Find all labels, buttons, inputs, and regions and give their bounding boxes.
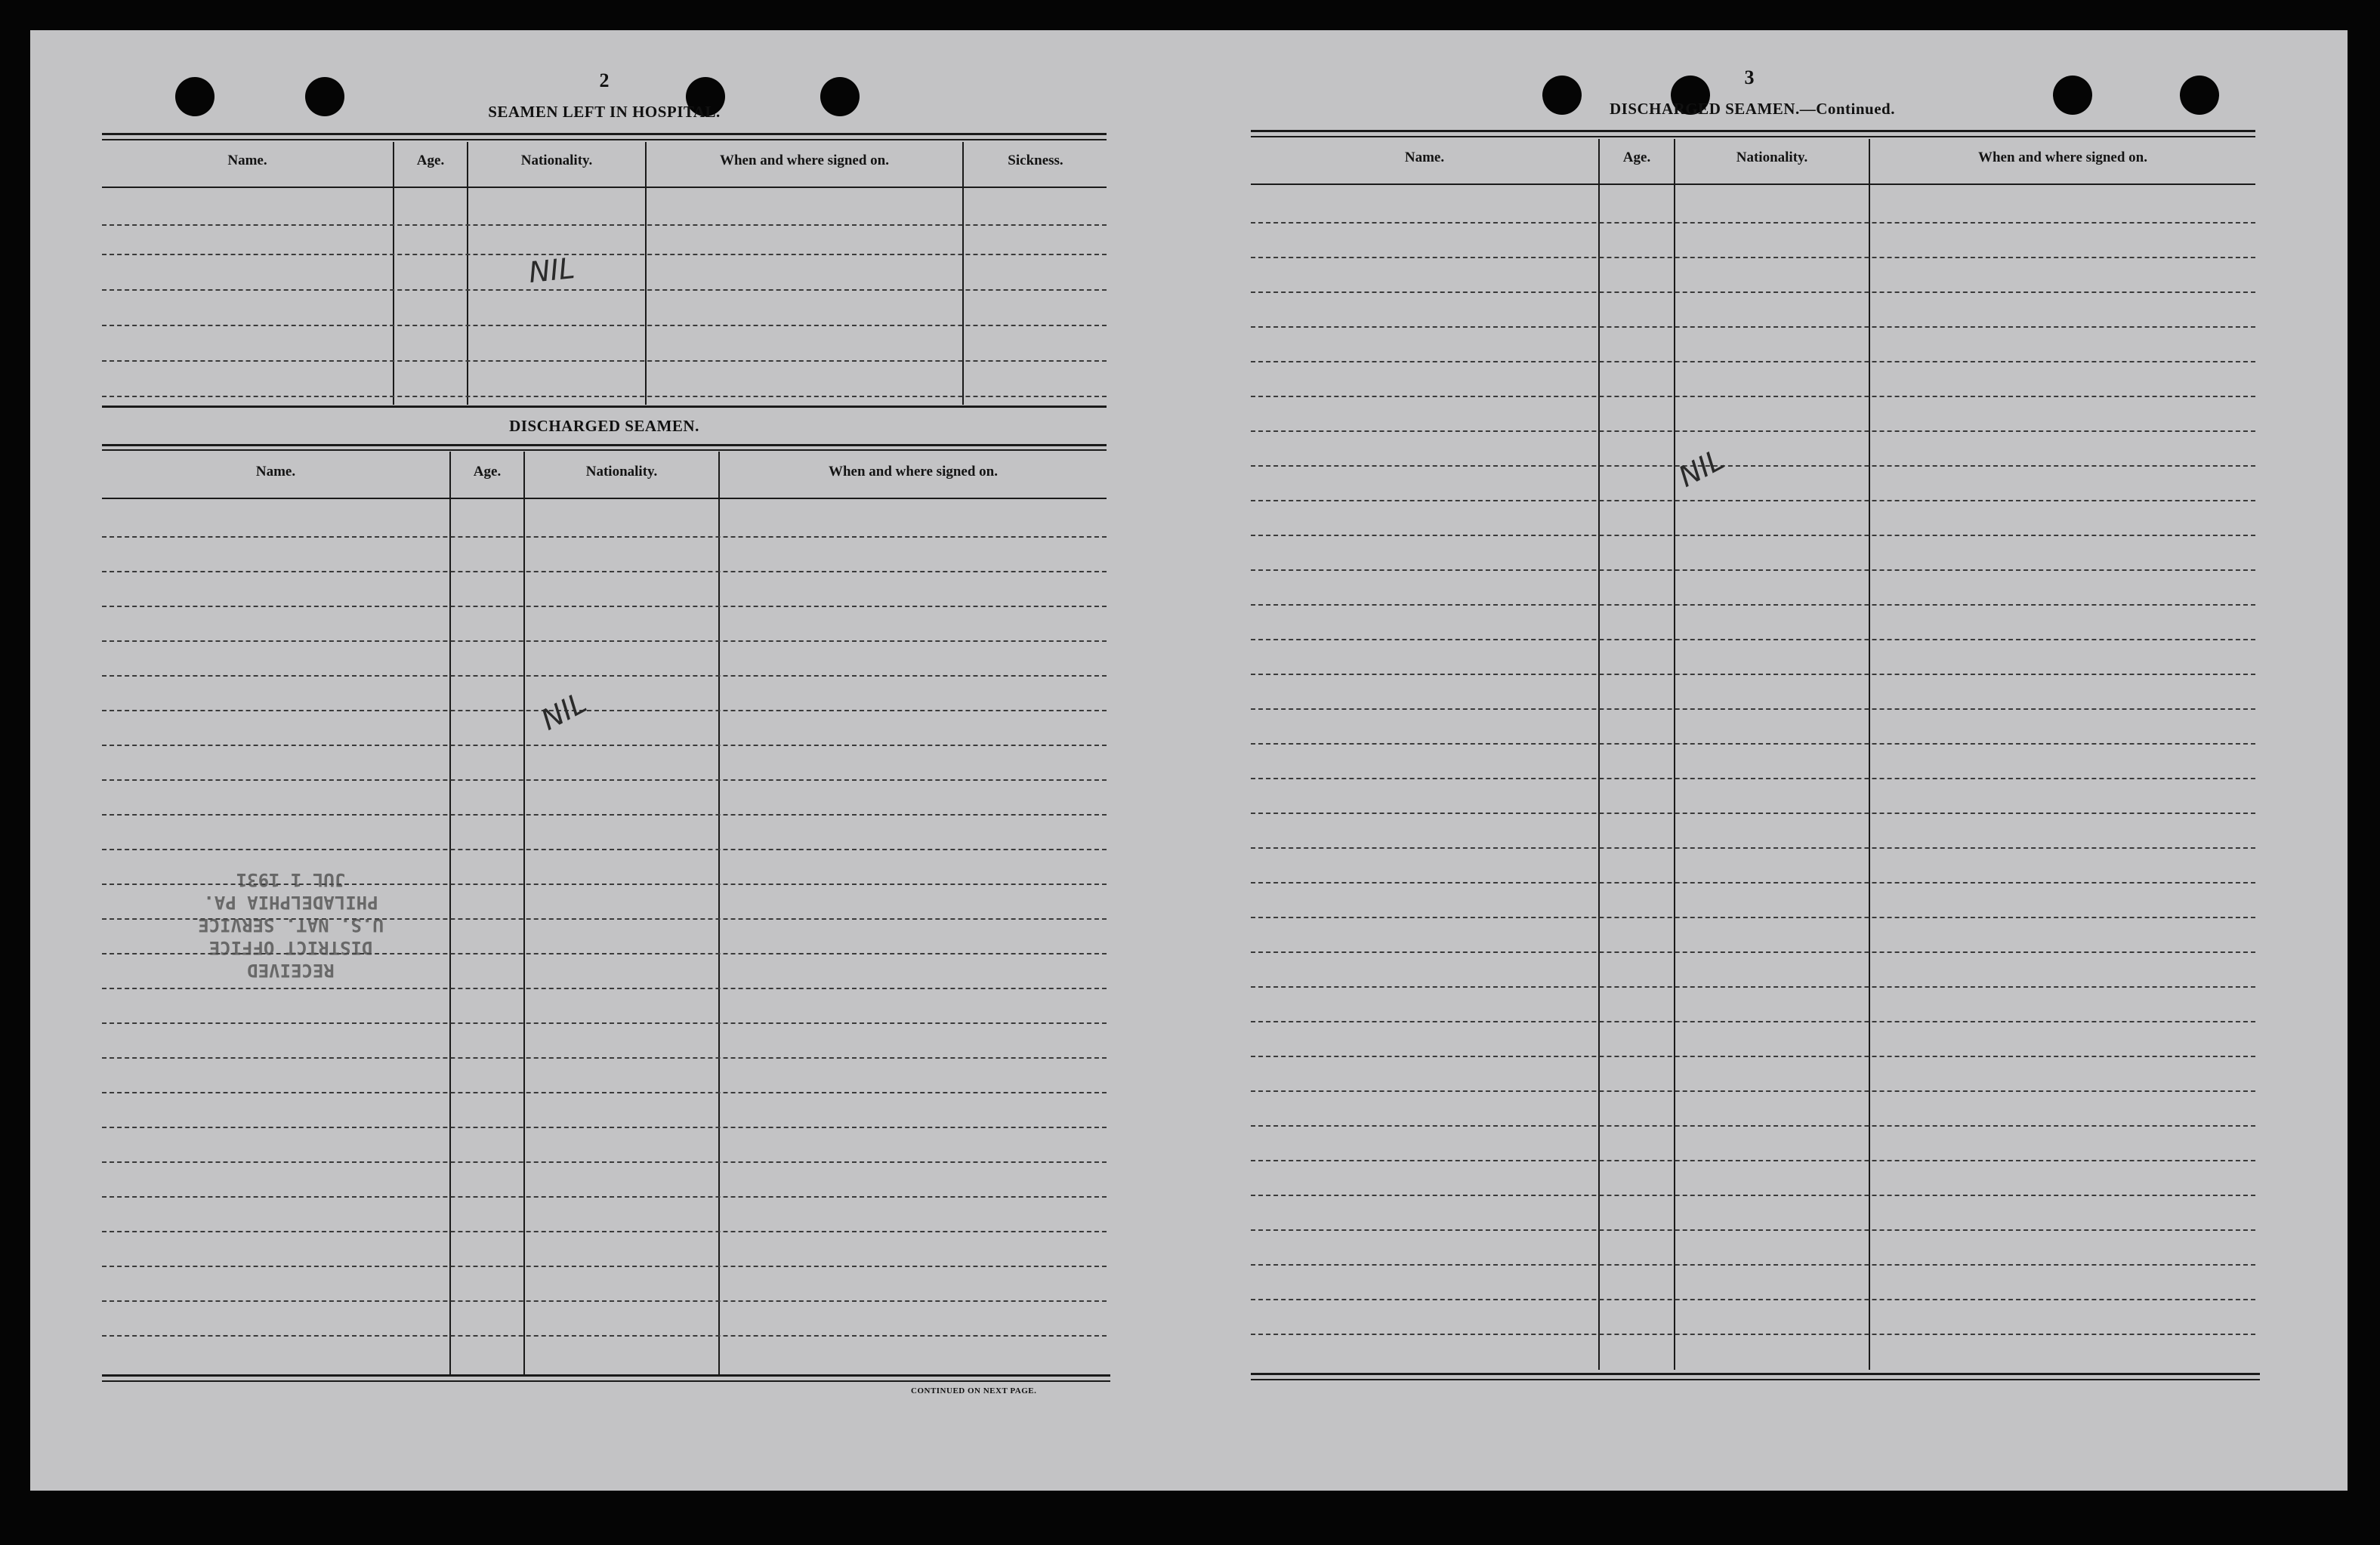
punch-hole	[820, 77, 860, 116]
entry-row	[102, 1161, 1107, 1163]
entry-row	[1251, 396, 2255, 397]
top-rule-left	[102, 133, 1107, 135]
discharged-continued-title: DISCHARGED SEAMEN.—Continued.	[1610, 100, 1895, 118]
entry-row	[1251, 1056, 2255, 1057]
column-header-signed-on: When and where signed on.	[1977, 150, 2147, 165]
entry-row	[1251, 257, 2255, 258]
entry-row	[1251, 882, 2255, 884]
stamp-line: JUL 1 1931	[236, 869, 346, 890]
punch-hole	[305, 77, 344, 116]
entry-row	[1251, 847, 2255, 849]
column-header-nationality: Nationality.	[585, 464, 658, 480]
column-divider	[449, 452, 451, 1374]
column-divider	[1869, 139, 1870, 1370]
entry-row	[1251, 291, 2255, 293]
entry-row	[1251, 1125, 2255, 1127]
entry-row	[102, 1300, 1107, 1302]
entry-row	[102, 710, 1107, 711]
column-header-sickness: Sickness.	[1008, 153, 1063, 168]
entry-row	[1251, 500, 2255, 501]
punch-hole	[2053, 76, 2092, 115]
stamp-line: DISTRICT OFFICE	[208, 937, 373, 958]
entry-row	[102, 1057, 1107, 1059]
column-header-age: Age.	[416, 153, 445, 168]
entry-row	[102, 325, 1107, 326]
entry-row	[1251, 1090, 2255, 1092]
entry-row	[1251, 222, 2255, 224]
entry-row	[1251, 569, 2255, 571]
column-header-age: Age.	[473, 464, 502, 480]
stamp-line: PHILADELPHIA PA.	[203, 892, 378, 913]
entry-row	[1251, 708, 2255, 710]
entry-row	[1251, 778, 2255, 779]
entry-row	[102, 571, 1107, 572]
page-number-right: 3	[1744, 66, 1755, 88]
entry-row	[102, 360, 1107, 362]
entry-row	[1251, 604, 2255, 606]
hospital-section-title: SEAMEN LEFT IN HOSPITAL.	[488, 103, 721, 121]
header-underline	[1251, 183, 2255, 185]
bottom-rule-left-2	[102, 1380, 1110, 1382]
entry-row	[1251, 917, 2255, 918]
received-stamp	[155, 868, 427, 982]
column-header-signed-on: When and where signed on.	[828, 464, 998, 480]
column-header-age: Age.	[1622, 150, 1651, 165]
entry-row	[1251, 639, 2255, 640]
page-number-left: 2	[599, 69, 610, 91]
column-divider	[1674, 139, 1675, 1370]
bottom-rule-right	[1251, 1373, 2260, 1375]
entry-row	[1251, 1229, 2255, 1231]
entry-row	[102, 396, 1107, 397]
entry-row	[102, 1266, 1107, 1267]
stamp-line: RECEIVED	[247, 960, 335, 981]
entry-row	[1251, 465, 2255, 467]
entry-row	[1251, 326, 2255, 328]
stamp-line: U.S. NAT. SERVICE	[198, 914, 384, 936]
entry-row	[102, 289, 1107, 291]
entry-row	[102, 606, 1107, 607]
entry-row	[102, 1335, 1107, 1337]
handwritten-nil-right: NIL	[1673, 443, 1730, 494]
entry-row	[102, 254, 1107, 255]
entry-row	[1251, 951, 2255, 953]
punch-hole	[2180, 76, 2219, 115]
entry-row	[1251, 1195, 2255, 1196]
entry-row	[102, 675, 1107, 677]
bottom-rule-right-2	[1251, 1379, 2260, 1380]
entry-row	[1251, 1160, 2255, 1161]
column-header-nationality: Nationality.	[520, 153, 593, 168]
entry-row	[102, 1092, 1107, 1093]
entry-row	[102, 1127, 1107, 1128]
header-underline	[102, 187, 1107, 188]
column-header-name: Name.	[1404, 150, 1445, 165]
column-header-name: Name.	[255, 464, 296, 480]
entry-row	[1251, 743, 2255, 745]
column-divider	[393, 142, 394, 405]
section-rule	[102, 406, 1107, 408]
entry-row	[102, 536, 1107, 538]
column-divider	[718, 452, 720, 1374]
entry-row	[1251, 813, 2255, 814]
entry-row	[1251, 674, 2255, 675]
entry-row	[102, 988, 1107, 989]
column-divider	[467, 142, 468, 405]
ledger-sheet	[30, 30, 2348, 1491]
top-rule-right	[1251, 130, 2255, 132]
section-rule-2	[102, 444, 1107, 446]
top-rule-left-2	[102, 139, 1107, 140]
column-divider	[1598, 139, 1600, 1370]
entry-row	[1251, 1264, 2255, 1266]
entry-row	[102, 224, 1107, 226]
continued-footer: CONTINUED ON NEXT PAGE.	[911, 1386, 1037, 1395]
entry-row	[102, 849, 1107, 850]
column-divider	[962, 142, 964, 405]
discharged-section-title: DISCHARGED SEAMEN.	[509, 417, 699, 435]
entry-row	[102, 1231, 1107, 1232]
entry-row	[1251, 1021, 2255, 1022]
column-header-nationality: Nationality.	[1736, 150, 1808, 165]
entry-row	[1251, 986, 2255, 988]
handwritten-nil-discharged: NIL	[536, 686, 592, 737]
entry-row	[1251, 430, 2255, 432]
header-underline	[102, 498, 1107, 499]
entry-row	[1251, 1334, 2255, 1335]
column-divider	[645, 142, 647, 405]
section-rule-3	[102, 449, 1107, 451]
entry-row	[1251, 1299, 2255, 1300]
entry-row	[102, 779, 1107, 781]
entry-row	[102, 814, 1107, 816]
column-header-name: Name.	[227, 153, 267, 168]
entry-row	[1251, 361, 2255, 362]
bottom-rule-left	[102, 1374, 1110, 1377]
column-header-signed-on: When and where signed on.	[719, 153, 889, 168]
entry-row	[1251, 535, 2255, 536]
entry-row	[102, 1022, 1107, 1024]
entry-row	[102, 1196, 1107, 1198]
top-rule-right-2	[1251, 136, 2255, 137]
entry-row	[102, 640, 1107, 642]
punch-hole	[175, 77, 215, 116]
column-divider	[523, 452, 525, 1374]
handwritten-nil-hospital: NIL	[526, 251, 576, 290]
entry-row	[102, 745, 1107, 746]
